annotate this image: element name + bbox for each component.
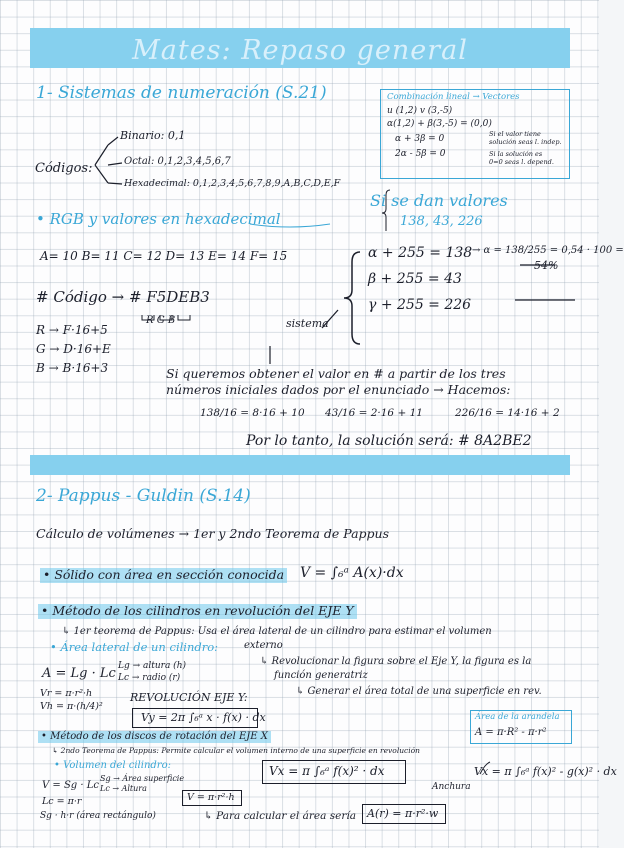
side-note-n2: solución seas l. indep. [489,138,562,146]
sistema-label: sistema [286,317,329,330]
section-1-heading: 1- Sistemas de numeración (S.21) [36,83,327,103]
solido-line: • Sólido con área en sección conocida [40,568,287,583]
r-line: R → F·16+5 [36,323,108,337]
section-2-heading: 2- Pappus - Guldin (S.14) [36,486,251,506]
vx2-formula: Vx = π ∫₆ᵃ f(x)² - g(x)² · dx [474,765,617,778]
arr-box [362,804,446,824]
lc-label: Lc → Altura [100,784,147,793]
anchura-label: Anchura [432,782,471,792]
area-lateral: • Área lateral de un cilindro: [50,640,219,654]
revolucion-2: función generatriz [274,670,368,681]
dados-heading: Si se dan valores [370,191,508,210]
para-line-2: números iniciales dados por el enunciado → Hacemos: [166,382,511,397]
b-line: B → B·16+3 [36,361,109,375]
vr-formula: Vr = π·r²·h [40,688,93,699]
externo-label: externo [244,640,283,651]
rgb-heading: • RGB y valores en hexadecimal [36,210,281,228]
division-2: 43/16 = 2·16 + 11 [325,407,423,419]
section-divider [30,455,570,475]
revolucion-eje-y: REVOLUCIÓN EJE Y: [130,691,248,704]
division-1: 138/16 = 8·16 + 10 [200,407,305,419]
volumen-cilindro: • Volumen del cilindro: [54,760,171,771]
vx-formula-box [262,760,406,784]
vy-formula: Vy = 2π ∫₆ᵃ x · f(x) · dx [141,711,266,724]
side-note-n1: Si el valor tiene [489,130,541,138]
side-note-line-3: α + 3β = 0 [395,134,445,144]
binario-line: Binario: 0,1 [120,129,186,142]
arandela-title: Área de la arandela [475,712,560,722]
solido-formula: V = ∫₆ᵃ A(x)·dx [300,565,404,581]
hex-values-line: A= 10 B= 11 C= 12 D= 13 E= 14 F= 15 [40,249,288,263]
side-note-title: Combinación lineal → Vectores [387,92,520,102]
lc-formula: Lc = π·r [42,796,82,807]
arandela-formula: A = π·R² - π·r² [475,727,547,738]
metodo-discos: • Método de los discos de rotación del EJE X [38,731,271,743]
vpi-formula: V = π·r²·h [187,792,235,803]
rgb-letters: R G B [146,315,176,326]
vy-formula-box [132,708,266,728]
arr-formula: A(r) = π·r²·w [367,807,439,820]
side-note-line-1: u (1,2) v (3,-5) [387,106,453,116]
sg-label: Sg → Área superficie [100,774,185,783]
octal-line: Octal: 0,1,2,3,4,5,6,7 [124,156,231,167]
area-sera: ↳ Para calcular el área sería [204,810,356,822]
revolucion-1: ↳ Revolucionar la figura sobre el Eje Y, la figura es la [260,656,532,667]
eq-alpha-result: → α = 138/255 = 0,54 · 100 = [472,245,624,256]
division-3: 226/16 = 14·16 + 2 [455,407,560,419]
side-note-line-4: 2α - 5β = 0 [395,149,446,159]
hexa-line: Hexadecimal: 0,1,2,3,4,5,6,7,8,9,A,B,C,D,E,F [124,178,341,189]
codigo-heading: # Código → # F5DEB3 [36,288,210,306]
calculo-line: Cálculo de volúmenes → 1er y 2ndo Teorema de Pappus [36,526,390,541]
vx-formula: Vx = π ∫₆ᵃ f(x)² · dx [269,764,385,778]
solution-line: Por lo tanto, la solución será: # 8A2BE2 [246,433,532,449]
page-title: Mates: Repaso general [132,35,468,66]
side-note-box [380,89,570,179]
eq-gamma: γ + 255 = 226 [368,297,472,313]
sgh-formula: Sg · h·r (área rectángulo) [40,811,156,821]
vh-formula: Vh = π·(h/4)² [40,701,103,712]
eq-beta: β + 255 = 43 [368,271,462,287]
side-note-n3: Si la solución es [489,150,543,158]
alc-lg: Lg → altura (h) [118,661,187,671]
codigos-label: Códigos: [35,161,93,176]
alc-formula: A = Lg · Lc [42,666,116,681]
g-line: G → D·16+E [36,342,111,356]
side-note-line-2: α(1,2) + β(3,-5) = (0,0) [387,119,492,129]
metodo-cilindros: • Método de los cilindros en revolución del EJE Y [38,604,357,619]
revolucion-3: ↳ Generar el área total de una superficie en rev. [296,686,542,697]
teorema-2: ↳ 2ndo Teorema de Pappus: Permite calcular el volumen interno de una superficie en revolución [52,746,420,755]
arandela-box [470,710,572,744]
para-line-1: Si queremos obtener el valor en # a partir de los tres [166,366,506,381]
eq-alpha: α + 255 = 138 [368,245,473,261]
vsg-formula: V = Sg · Lc [42,780,99,791]
dados-numbers: 138, 43, 226 [400,214,483,229]
alc-lc: Lc → radio (r) [118,673,181,683]
percent-result: 54% [534,259,559,272]
side-note-n4: 0=0 seas l. depend. [489,158,554,166]
vpi-box [182,790,242,806]
teorema-1: ↳ 1er teorema de Pappus: Usa el área lateral de un cilindro para estimar el volumen [62,626,492,637]
